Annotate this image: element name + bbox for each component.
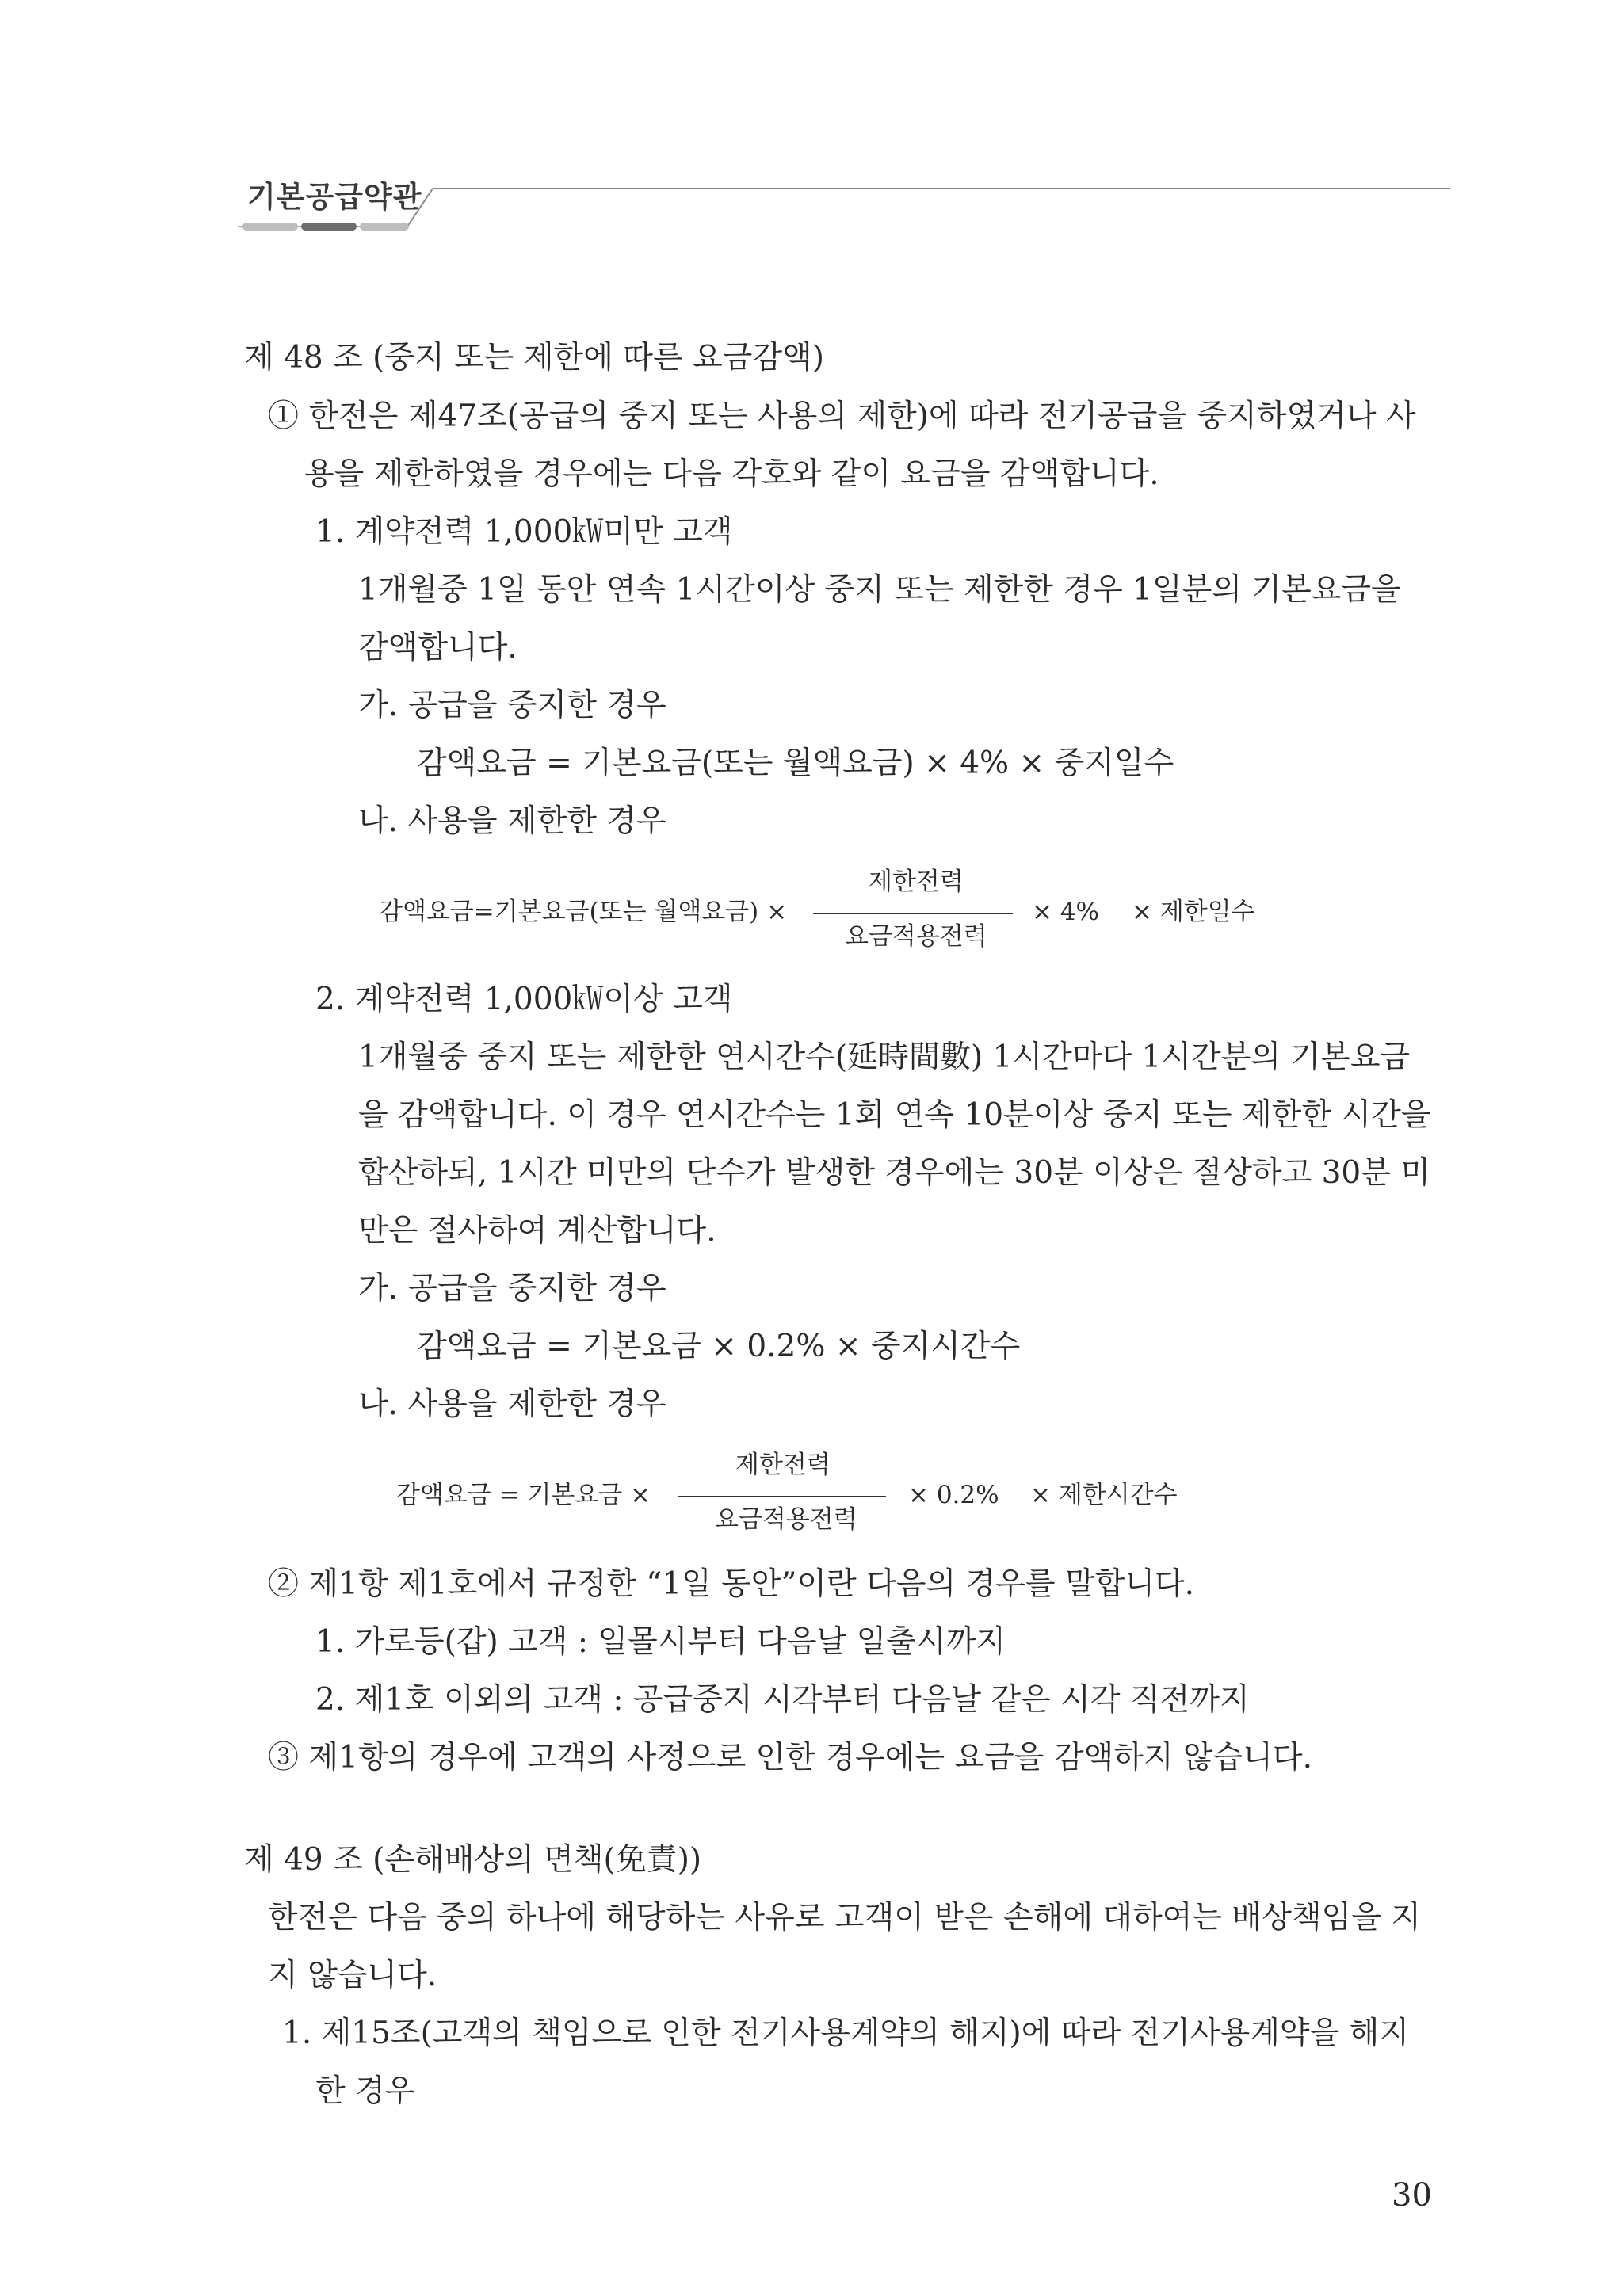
article-48-p2-item1: 1. 가로등(갑) 고객 : 일몰시부터 다음날 일출시까지 (315, 1624, 1006, 1660)
formula1-mult: × 4% (1032, 898, 1100, 926)
article-48-p1-line1: ① 한전은 제47조(공급의 중지 또는 사용의 제한)에 따라 전기공급을 중지하였거나 사 (268, 399, 1416, 434)
formula2-numerator: 제한전력 (735, 1451, 831, 1479)
formula1-left: 감액요금=기본요금(또는 월액요금) × (379, 898, 788, 926)
formula1-fraction-bar (813, 913, 1013, 914)
formula1-tail: × 제한일수 (1132, 898, 1255, 926)
article-49-heading: 제 49 조 (손해배상의 면책(免責)) (244, 1842, 702, 1878)
article-48-item2-title: 2. 계약전력 1,000㎾이상 고객 (315, 982, 733, 1017)
article-48-item2-text3: 합산하되, 1시간 미만의 단수가 발생한 경우에는 30분 이상은 절상하고 30분 미 (358, 1155, 1430, 1191)
article-48-p3: ③ 제1항의 경우에 고객의 사정으로 인한 경우에는 요금을 감액하지 않습니다. (268, 1740, 1313, 1775)
article-48-item1-ga-formula: 감액요금 = 기본요금(또는 월액요금) × 4% × 중지일수 (417, 746, 1174, 781)
article-48-p2-item2: 2. 제1호 이외의 고객 : 공급중지 시각부터 다음날 같은 시각 직전까지 (315, 1682, 1250, 1718)
formula1-numerator: 제한전력 (869, 868, 964, 896)
article-48-heading: 제 48 조 (중지 또는 제한에 따른 요금감액) (244, 340, 824, 376)
article-49-intro-line2: 지 않습니다. (268, 1958, 437, 1993)
article-49-item1-line1: 1. 제15조(고객의 책임으로 인한 전기사용계약의 해지)에 따라 전기사용계약을 해지 (282, 2016, 1410, 2051)
formula2-left: 감액요금 = 기본요금 × (396, 1481, 651, 1509)
article-48-item2-text1: 1개월중 중지 또는 제한한 연시간수(延時間數) 1시간마다 1시간분의 기본요금 (358, 1039, 1411, 1075)
page-number: 30 (1392, 2177, 1432, 2214)
article-48-item1-ga: 가. 공급을 중지한 경우 (358, 688, 666, 723)
article-48-item1-na: 나. 사용을 제한한 경우 (358, 803, 666, 839)
formula2-tail: × 제한시간수 (1030, 1481, 1178, 1509)
formula2-fraction-bar (678, 1496, 886, 1497)
article-48-item1-title: 1. 계약전력 1,000㎾미만 고객 (315, 514, 733, 550)
article-48-item1-text1: 1개월중 1일 동안 연속 1시간이상 중지 또는 제한한 경우 1일분의 기본요금을 (358, 572, 1401, 608)
article-48-item2-text2: 을 감액합니다. 이 경우 연시간수는 1회 연속 10분이상 중지 또는 제한한 시간을 (358, 1097, 1431, 1133)
article-48-item2-na: 나. 사용을 제한한 경우 (358, 1386, 666, 1422)
formula1-denominator: 요금적용전력 (845, 922, 987, 951)
header-decoration (0, 0, 1623, 254)
article-48-item2-text4: 만은 절사하여 계산합니다. (358, 1213, 716, 1249)
article-48-item2-ga-formula: 감액요금 = 기본요금 × 0.2% × 중지시간수 (417, 1329, 1021, 1364)
page-header-title: 기본공급약관 (247, 180, 422, 214)
article-49-item1-line2: 한 경우 (315, 2073, 415, 2109)
article-48-item1-text2: 감액합니다. (358, 630, 517, 666)
formula2-denominator: 요금적용전력 (715, 1505, 857, 1534)
article-49-intro-line1: 한전은 다음 중의 하나에 해당하는 사유로 고객이 받은 손해에 대하여는 배상책임을 지 (268, 1900, 1421, 1936)
article-48-p1-line2: 용을 제한하였을 경우에는 다음 각호와 같이 요금을 감액합니다. (304, 456, 1159, 492)
article-48-p2: ② 제1항 제1호에서 규정한 “1일 동안”이란 다음의 경우를 말합니다. (268, 1566, 1195, 1602)
formula2-mult: × 0.2% (908, 1481, 999, 1509)
article-48-item2-ga: 가. 공급을 중지한 경우 (358, 1271, 666, 1306)
